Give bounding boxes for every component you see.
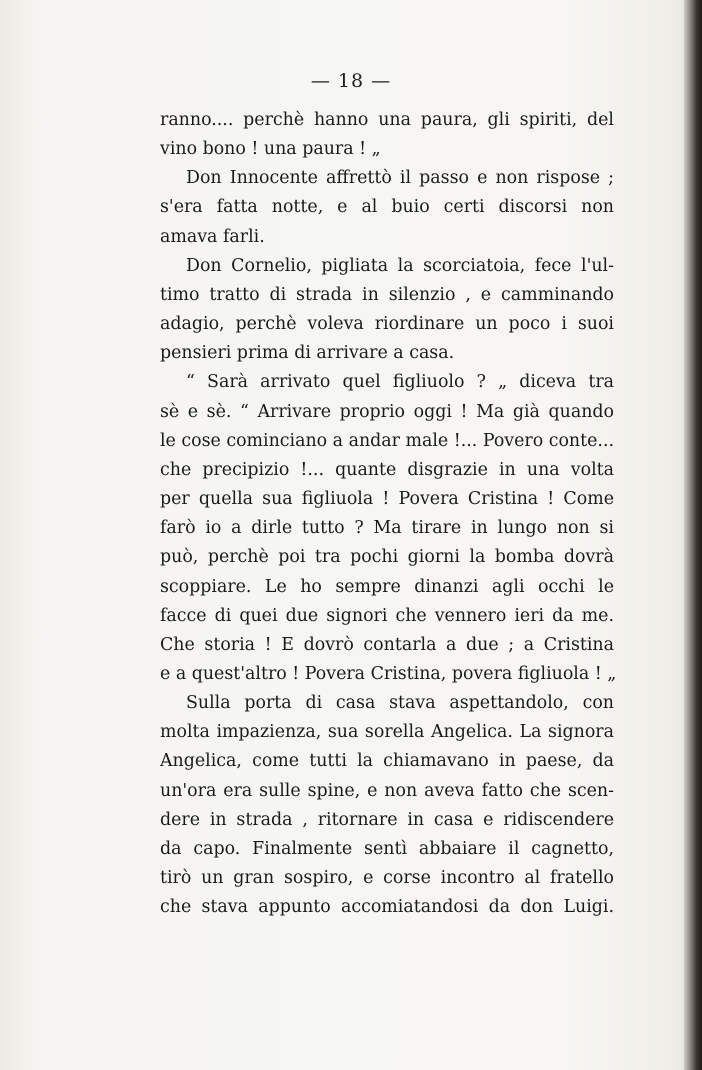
text-line: scoppiare. Le ho sempre dinanzi agli occhi le: [160, 576, 614, 597]
text-line: amava farli.: [160, 226, 265, 247]
text-line: dere in strada , ritornare in casa e ridiscendere: [160, 809, 614, 830]
text-line: facce di quei due signori che vennero ieri da me.: [160, 605, 614, 626]
text-line: da capo. Finalmente sentì abbaiare il cagnetto,: [160, 838, 614, 859]
text-line: le cose cominciano a andar male !... Povero conte...: [160, 430, 614, 451]
text-line: Don Cornelio, pigliata la scorciatoia, fece l'ul-: [186, 255, 614, 276]
body-text: [160, 106, 617, 922]
text-line: ranno.... perchè hanno una paura, gli spiriti, del: [160, 110, 614, 130]
text-line: e a quest'altro ! Povera Cristina, povera figliuola ! „: [160, 663, 617, 684]
text-line: timo tratto di strada in silenzio , e camminando: [160, 284, 614, 305]
text-line: tirò un gran sospiro, e corse incontro al fratello: [160, 868, 614, 889]
page-binding-edge: [684, 0, 702, 1070]
text-line: per quella sua figliuola ! Povera Cristina ! Come: [160, 489, 614, 510]
page-number: — 18 —: [310, 70, 392, 92]
text-line: vino bono ! una paura ! „: [160, 139, 381, 160]
text-line: può, perchè poi tra pochi giorni la bomba dovrà: [160, 547, 614, 568]
text-line: Sulla porta di casa stava aspettandolo, con: [186, 693, 614, 714]
text-line: farò io a dirle tutto ? Ma tirare in lungo non si: [160, 518, 614, 539]
text-line: che stava appunto accomiatandosi da don Luigi.: [160, 897, 614, 918]
text-line: Don Innocente affrettò il passo e non rispose ;: [186, 168, 614, 189]
text-line: molta impazienza, sua sorella Angelica. La signora: [160, 722, 614, 743]
text-line: Che storia ! E dovrò contarla a due ; a Cristina: [160, 634, 614, 655]
text-line: sè e sè. “ Arrivare proprio oggi ! Ma già quando: [160, 401, 614, 422]
text-line: pensieri prima di arrivare a casa.: [160, 343, 455, 364]
text-line: Angelica, come tutti la chiamavano in paese, da: [160, 751, 614, 772]
text-line: un'ora era sulle spine, e non aveva fatto che scen-: [160, 780, 614, 801]
text-line: adagio, perchè voleva riordinare un poco i suoi: [160, 314, 614, 335]
text-line: s'era fatta notte, e al buio certi discorsi non: [160, 197, 614, 218]
text-line: che precipizio !... quante disgrazie in una volta: [160, 459, 614, 480]
text-line: “ Sarà arrivato quel figliuolo ? „ diceva tra: [186, 372, 614, 393]
